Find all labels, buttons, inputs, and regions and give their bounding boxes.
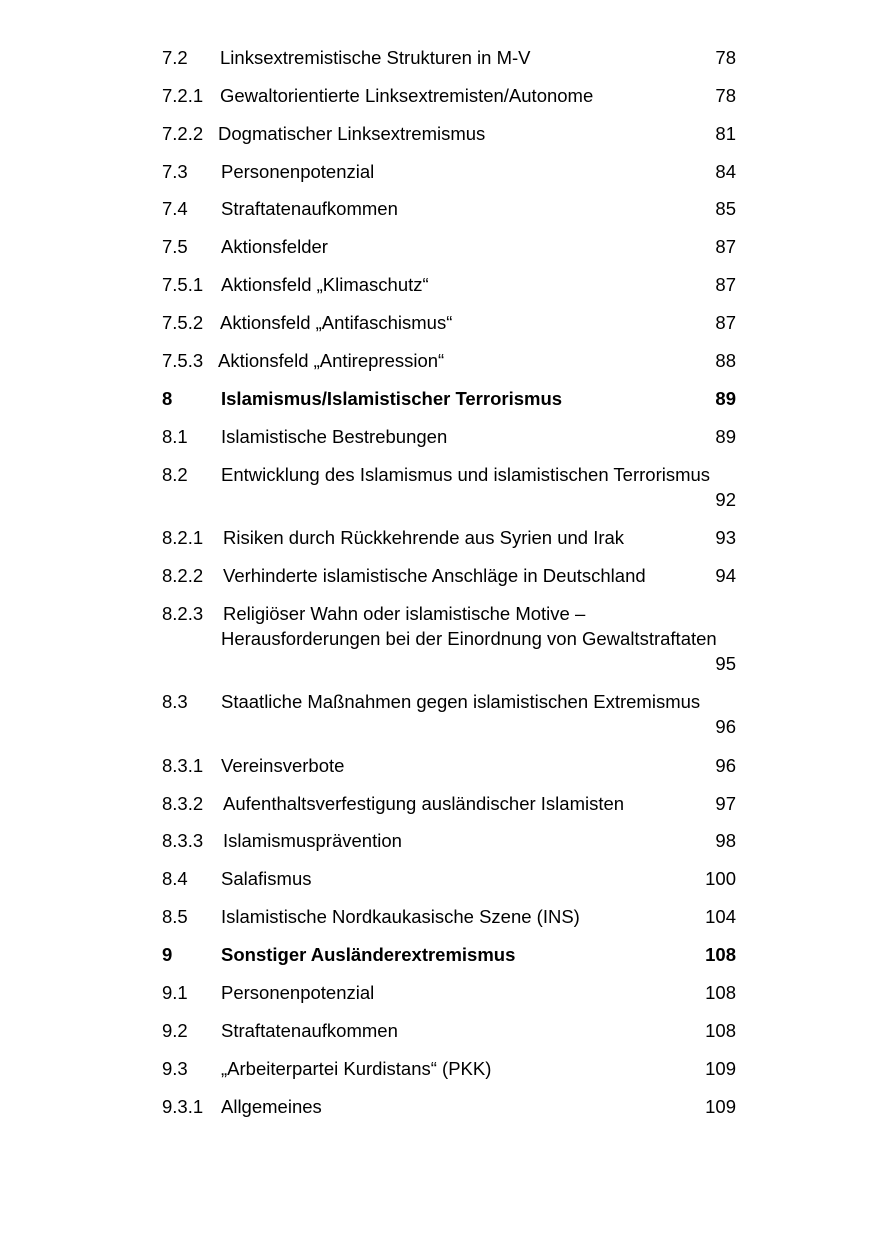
toc-entry-page: 87 — [715, 274, 736, 295]
toc-entry-number: 8.4 — [162, 868, 188, 889]
toc-entry-number: 7.5.1 — [162, 274, 204, 295]
toc-entry-number: 8.2.1 — [162, 527, 204, 548]
toc-entry-page: 88 — [715, 350, 736, 371]
toc-entry-title: Aufenthaltsverfestigung ausländischer Islamisten — [223, 793, 625, 814]
toc-entry-title: Aktionsfeld „Antifaschismus“ — [220, 312, 453, 333]
toc-entry-title: Personenpotenzial — [221, 161, 375, 182]
toc-entry-number: 8.2.3 — [162, 603, 204, 624]
toc-entry-title-continuation: Herausforderungen bei der Einordnung von Gewaltstraftaten — [221, 628, 717, 649]
toc-entry-page: 109 — [705, 1058, 736, 1079]
toc-entry-number: 7.4 — [162, 198, 188, 219]
toc-entry-title: Religiöser Wahn oder islamistische Motive – — [223, 603, 586, 624]
toc-entry-number: 7.5.2 — [162, 312, 204, 333]
toc-entry-number: 9 — [162, 944, 173, 965]
toc-entry-number: 8.2 — [162, 464, 188, 485]
toc-entry-number: 9.3 — [162, 1058, 188, 1079]
toc-entry-page: 98 — [715, 830, 736, 851]
toc-entry-number: 8.3.3 — [162, 830, 204, 851]
toc-entry-number: 7.3 — [162, 161, 188, 182]
toc-entry-title: Islamistische Nordkaukasische Szene (INS) — [221, 906, 580, 927]
toc-entry-page: 96 — [715, 716, 736, 737]
toc-entry-page: 104 — [705, 906, 736, 927]
toc-entry-number: 8.2.2 — [162, 565, 204, 586]
toc-entry-number: 7.5 — [162, 236, 188, 257]
toc-entry-page: 97 — [715, 793, 736, 814]
toc-entry-number: 8.3 — [162, 691, 188, 712]
toc-entry-title: Personenpotenzial — [221, 982, 375, 1003]
toc-entry-page: 89 — [715, 388, 736, 409]
toc-entry-number: 9.3.1 — [162, 1096, 204, 1117]
toc-entry-title: Islamismus/Islamistischer Terrorismus — [221, 388, 563, 409]
toc-entry-page: 96 — [715, 755, 736, 776]
toc-entry-title: Sonstiger Ausländerextremismus — [221, 944, 516, 965]
toc-entry-page: 108 — [705, 1020, 736, 1041]
toc-entry-title: Islamismusprävention — [223, 830, 402, 851]
toc-entry-page: 100 — [705, 868, 736, 889]
toc-entry-number: 8.3.2 — [162, 793, 204, 814]
toc-entry-page: 87 — [715, 236, 736, 257]
toc-entry-page: 108 — [705, 982, 736, 1003]
toc-entry-number: 8 — [162, 388, 173, 409]
toc-entry-number: 9.2 — [162, 1020, 188, 1041]
toc-entry-number: 8.3.1 — [162, 755, 204, 776]
toc-entry-page: 85 — [715, 198, 736, 219]
toc-entry-page: 108 — [705, 944, 736, 965]
toc-entry-title: Aktionsfeld „Klimaschutz“ — [221, 274, 429, 295]
toc-entry-title: Straftatenaufkommen — [221, 198, 398, 219]
toc-entry-page: 78 — [715, 85, 736, 106]
toc-entry-page: 89 — [715, 426, 736, 447]
toc-entry-page: 92 — [715, 489, 736, 510]
toc-entry-number: 7.2.1 — [162, 85, 204, 106]
toc-entry-number: 7.5.3 — [162, 350, 204, 371]
toc-entry-page: 87 — [715, 312, 736, 333]
toc-entry-title: Linksextremistische Strukturen in M-V — [220, 47, 531, 68]
toc-entry-title: Straftatenaufkommen — [221, 1020, 398, 1041]
toc-entry-page: 94 — [715, 565, 736, 586]
toc-entry-title: Aktionsfeld „Antirepression“ — [218, 350, 445, 371]
toc-entry-title: Gewaltorientierte Linksextremisten/Autonome — [220, 85, 594, 106]
toc-entry-page: 93 — [715, 527, 736, 548]
toc-entry-title: Vereinsverbote — [221, 755, 345, 776]
toc-entry-title: Salafismus — [221, 868, 312, 889]
toc-entry-page: 95 — [715, 653, 736, 674]
toc-entry-number: 7.2 — [162, 47, 188, 68]
toc-entry-title: Verhinderte islamistische Anschläge in Deutschland — [223, 565, 646, 586]
toc-entry-title: Aktionsfelder — [221, 236, 328, 257]
toc-entry-title: Risiken durch Rückkehrende aus Syrien und Irak — [223, 527, 625, 548]
toc-entry-number: 7.2.2 — [162, 123, 204, 144]
toc-entry-title: Islamistische Bestrebungen — [221, 426, 448, 447]
toc-entry-title: „Arbeiterpartei Kurdistans“ (PKK) — [221, 1058, 492, 1079]
toc-entry-page: 81 — [715, 123, 736, 144]
toc-entry-number: 8.1 — [162, 426, 188, 447]
toc-entry-number: 8.5 — [162, 906, 188, 927]
toc-entry-page: 78 — [715, 47, 736, 68]
toc-entry-title: Staatliche Maßnahmen gegen islamistischen Extremismus — [221, 691, 701, 712]
toc-entry-page: 84 — [715, 161, 736, 182]
toc-entry-title: Dogmatischer Linksextremismus — [218, 123, 486, 144]
toc-entry-title: Entwicklung des Islamismus und islamistischen Terrorismus — [221, 464, 711, 485]
toc-entry-title: Allgemeines — [221, 1096, 322, 1117]
toc-entry-page: 109 — [705, 1096, 736, 1117]
toc-entry-number: 9.1 — [162, 982, 188, 1003]
